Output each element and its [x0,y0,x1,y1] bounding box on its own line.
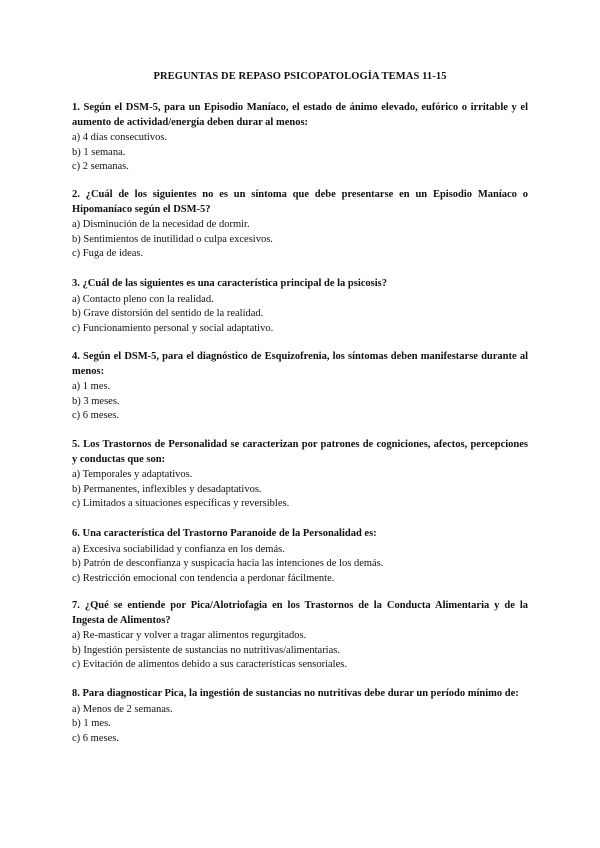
answer-option-a: a) Re-masticar y volver a tragar alimentos regurgitados. [72,630,307,641]
answer-option-a: a) Excesiva sociabilidad y confianza en los demás. [72,543,285,555]
answer-option-a: a) Disminución de la necesidad de dormir. [72,219,250,230]
answer-option-b: b) 3 meses. [72,395,120,407]
answer-option-b: b) 1 semana. [72,146,126,158]
question-stem: 2. ¿Cuál de los siguientes no es un síntoma que debe presentarse en un Episodio Maníaco o Hipomaníaco según el DSM-5? [72,189,528,215]
answer-option-b: b) Grave distorsión del sentido de la realidad. [72,308,264,319]
document-title: PREGUNTAS DE REPASO PSICOPATOLOGÍA TEMAS 11-15 [153,71,447,82]
answer-option-c: c) Evitación de alimentos debido a sus características sensoriales. [72,659,347,670]
question-stem: 1. Según el DSM-5, para un Episodio Maníaco, el estado de ánimo elevado, eufórico o irritable y el aumento de actividad/energía deben durar al menos: [72,102,528,128]
answer-option-c: c) Fuga de ideas. [72,248,144,259]
answer-option-c: c) 6 meses. [72,732,119,744]
question-4 [72,350,528,424]
answer-option-a: a) 1 mes. [72,381,111,392]
answer-option-c: c) Funcionamiento personal y social adaptativo. [72,322,274,334]
question-8 [72,687,528,746]
answer-option-a: a) Menos de 2 semanas. [72,703,173,715]
question-2 [72,188,528,262]
question-3 [72,277,528,336]
answer-option-a: a) Temporales y adaptativos. [72,469,193,480]
answer-option-b: b) Sentimientos de inutilidad o culpa excesivos. [72,233,273,245]
answer-option-c: c) Restricción emocional con tendencia a perdonar fácilmente. [72,572,335,584]
answer-option-b: b) 1 mes. [72,718,111,729]
question-stem: 7. ¿Qué se entiende por Pica/Alotriofagia en los Trastornos de la Conducta Alimentaria y de la Ingesta de Alimentos? [72,600,528,626]
question-stem: 5. Los Trastornos de Personalidad se caracterizan por patrones de cogniciones, afectos, percepciones y conductas que son: [72,439,528,465]
answer-option-b: b) Patrón de desconfianza y suspicacia hacia las intenciones de los demás. [72,558,384,569]
answer-option-a: a) 4 días consecutivos. [72,132,168,143]
question-stem: 6. Una característica del Trastorno Paranoide de la Personalidad es: [72,528,377,539]
answer-option-b: b) Ingestión persistente de sustancias no nutritivas/alimentarias. [72,644,340,656]
answer-option-b: b) Permanentes, inflexibles y desadaptativos. [72,483,262,495]
question-stem: 8. Para diagnosticar Pica, la ingestión de sustancias no nutritivas debe durar un período mínimo de: [72,688,519,699]
question-stem: 4. Según el DSM-5, para el diagnóstico de Esquizofrenia, los síntomas deben manifestarse durante al menos: [72,351,528,377]
question-6 [72,527,528,586]
question-1 [72,101,528,175]
answer-option-c: c) Limitados a situaciones específicas y reversibles. [72,498,290,509]
question-stem: 3. ¿Cuál de las siguientes es una característica principal de la psicosis? [72,278,387,289]
answer-option-c: c) 2 semanas. [72,161,129,172]
question-5 [72,438,528,512]
answer-option-c: c) 6 meses. [72,410,119,421]
question-7 [72,599,528,673]
answer-option-a: a) Contacto pleno con la realidad. [72,293,214,305]
